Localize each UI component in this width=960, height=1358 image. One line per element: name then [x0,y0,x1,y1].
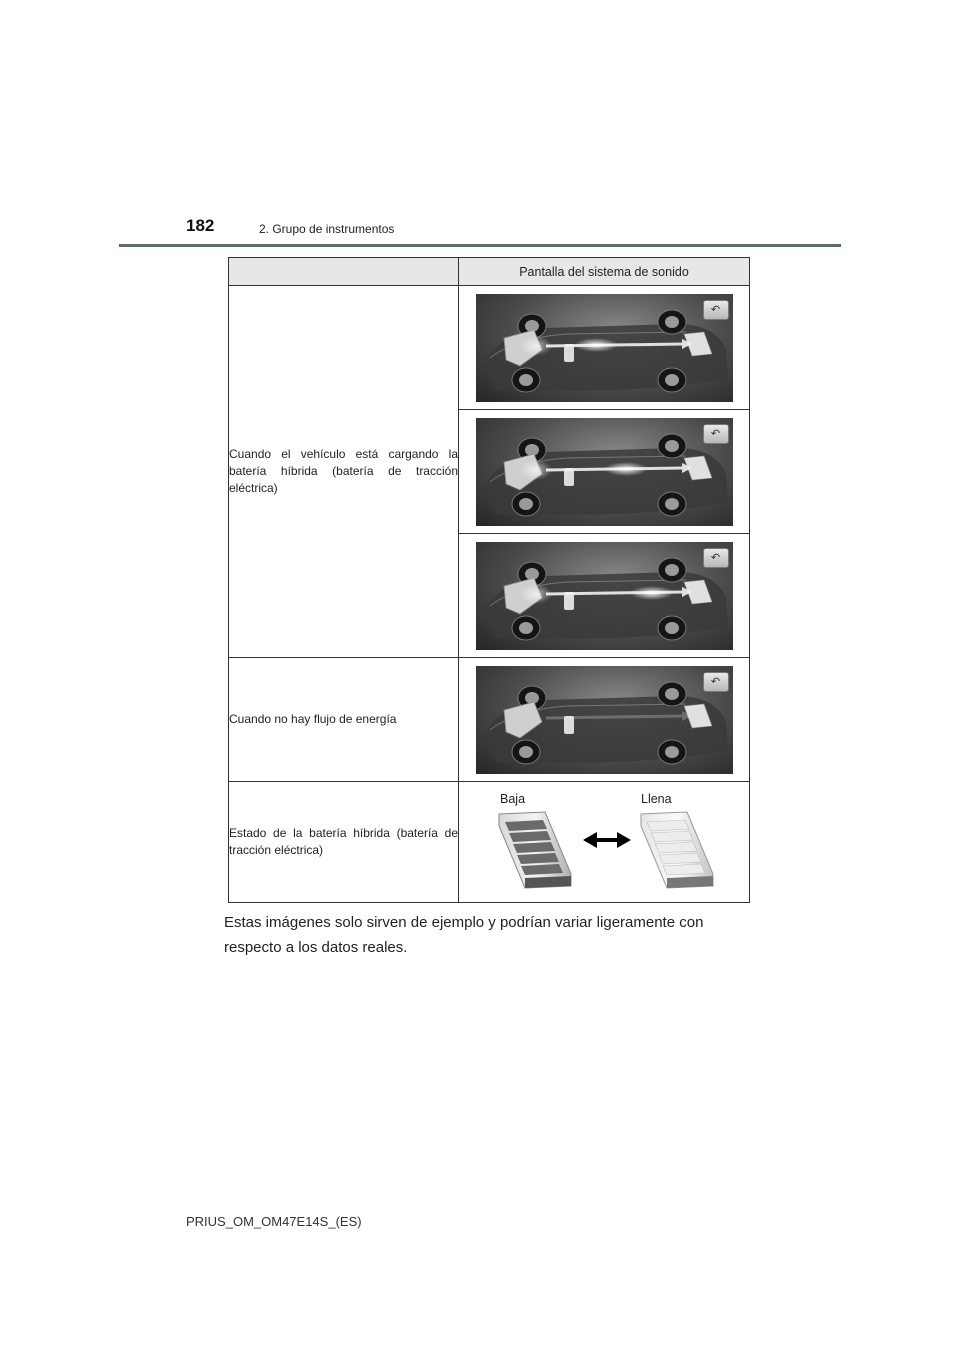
back-arrow-icon: ↶ [703,548,729,568]
table-row [229,782,750,903]
header-rule [119,244,841,247]
car-energy-screen [476,294,733,402]
battery-full-label: Llena [641,792,672,806]
table-row [229,658,750,782]
battery-state-cell [459,782,750,903]
row-description-battery-state: Estado de la batería híbrida (batería de tracción eléctrica) [229,782,459,903]
header-cell-audio-screen: Pantalla del sistema de sonido [459,258,750,286]
double-arrow-icon [583,832,631,848]
row-description-charging: Cuando el vehículo está cargando la batería híbrida (batería de tracción eléctrica) [229,286,459,658]
battery-full-icon [641,812,713,888]
disclaimer-note: Estas imágenes solo sirven de ejemplo y podrían variar ligeramente con respecto a los datos reales. [224,914,704,956]
battery-low-label: Baja [500,792,526,806]
car-energy-screen [476,418,733,526]
document-code: PRIUS_OM_OM47E14S_(ES) [186,1214,362,1229]
row-description-no-flow: Cuando no hay flujo de energía [229,658,459,782]
battery-low-icon [499,812,571,888]
screen-image-cell [459,410,750,534]
table-row [229,286,750,410]
screen-image-cell [459,534,750,658]
back-arrow-icon: ↶ [703,672,729,692]
battery-state-graphic [459,782,749,902]
page-number: 182 [186,216,215,235]
table-header-row [229,258,750,286]
section-title: 2. Grupo de instrumentos [259,222,395,236]
header-cell-blank [229,258,459,286]
car-energy-screen [476,666,733,774]
back-arrow-icon: ↶ [703,300,729,320]
screen-image-cell [459,658,750,782]
energy-monitor-table [228,257,750,903]
back-arrow-icon: ↶ [703,424,729,444]
screen-image-cell [459,286,750,410]
car-energy-screen [476,542,733,650]
